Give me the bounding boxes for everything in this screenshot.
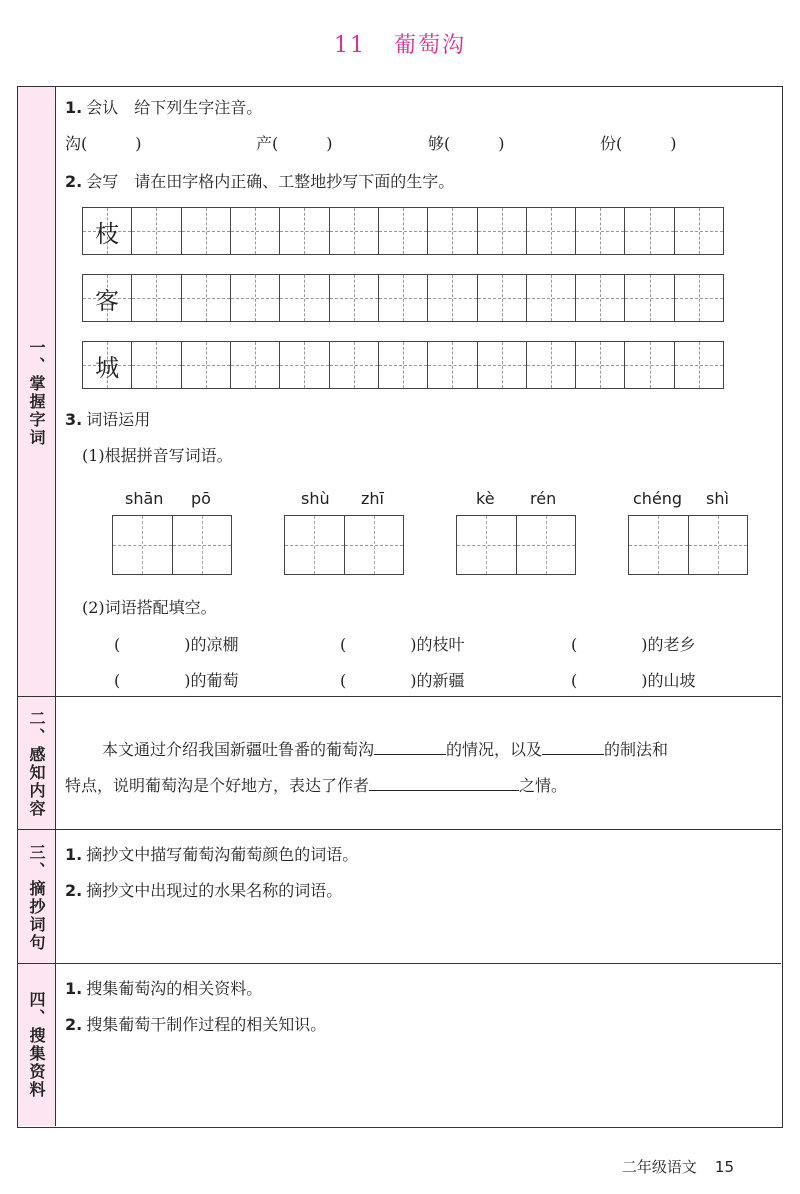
pair-fill[interactable]: ( )的葡萄 (114, 671, 239, 690)
fill-blank[interactable] (369, 776, 519, 791)
section-label: 一、掌握字词 (18, 87, 56, 698)
answer-box[interactable] (456, 515, 576, 575)
copy-char: 客 (95, 286, 120, 315)
pinyin: shì (706, 489, 729, 508)
grade-label: 二年级语文 (621, 1158, 697, 1176)
pinyin: zhī (361, 489, 384, 508)
q3-sub1: (1)根据拼音写词语。 (82, 446, 233, 465)
pair-fill[interactable]: ( )的老乡 (571, 635, 696, 654)
copy-grid-row[interactable] (82, 274, 724, 322)
s3-q2: 2. 摘抄文中出现过的水果名称的词语。 (65, 881, 343, 900)
section-master-words (18, 87, 781, 698)
copy-char: 枝 (95, 219, 120, 248)
page-number: 15 (714, 1158, 734, 1176)
q2-line: 2. 会写 请在田字格内正确、工整地抄写下面的生字。 (65, 172, 455, 191)
section-label: 四、搜集资料 (18, 964, 56, 1126)
pinyin: chéng (633, 489, 683, 508)
copy-grid-row[interactable] (82, 341, 724, 389)
pinyin: shān (125, 489, 164, 508)
section-excerpt (18, 829, 781, 965)
pair-fill[interactable]: ( )的新疆 (340, 671, 465, 690)
section-collect (18, 963, 781, 1126)
pinyin: pō (191, 489, 211, 508)
pinyin: kè (476, 489, 495, 508)
lesson-title: 葡萄沟 (393, 33, 466, 58)
summary-line-1: 本文通过介绍我国新疆吐鲁番的葡萄沟 的情况，以及 的制法和 (102, 740, 669, 759)
s4-q1: 1. 搜集葡萄沟的相关资料。 (65, 979, 263, 998)
lesson-number: 11 (333, 33, 366, 58)
q1-char-2[interactable]: 产( ) (256, 134, 333, 153)
section-label: 二、感知内容 (18, 697, 56, 831)
worksheet-frame (17, 86, 783, 1128)
page-title (0, 28, 800, 59)
pair-fill[interactable]: ( )的山坡 (571, 671, 696, 690)
page-footer (622, 1156, 734, 1177)
pair-fill[interactable]: ( )的枝叶 (340, 635, 465, 654)
summary-line-2: 特点，说明葡萄沟是个好地方，表达了作者 之情。 (65, 776, 568, 795)
s4-q2: 2. 搜集葡萄干制作过程的相关知识。 (65, 1015, 327, 1034)
copy-grid-row[interactable] (82, 207, 724, 255)
fill-blank[interactable] (374, 740, 446, 755)
q3-line: 3. 词语运用 (65, 410, 151, 429)
answer-box[interactable] (628, 515, 748, 575)
q3-sub2: (2)词语搭配填空。 (82, 598, 217, 617)
section-label: 三、摘抄词句 (18, 830, 56, 965)
q1-char-3[interactable]: 够( ) (428, 134, 505, 153)
section-perceive-content (18, 696, 781, 831)
pinyin: rén (530, 489, 557, 508)
s3-q1: 1. 摘抄文中描写葡萄沟葡萄颜色的词语。 (65, 845, 359, 864)
pair-fill[interactable]: ( )的凉棚 (114, 635, 239, 654)
answer-box[interactable] (112, 515, 232, 575)
fill-blank[interactable] (542, 740, 604, 755)
copy-char: 城 (95, 353, 120, 382)
pinyin: shù (301, 489, 330, 508)
answer-box[interactable] (284, 515, 404, 575)
q1-char-4[interactable]: 份( ) (600, 134, 677, 153)
q1-line: 1. 会认 给下列生字注音。 (65, 98, 263, 117)
q1-char-1[interactable]: 沟( ) (65, 134, 142, 153)
